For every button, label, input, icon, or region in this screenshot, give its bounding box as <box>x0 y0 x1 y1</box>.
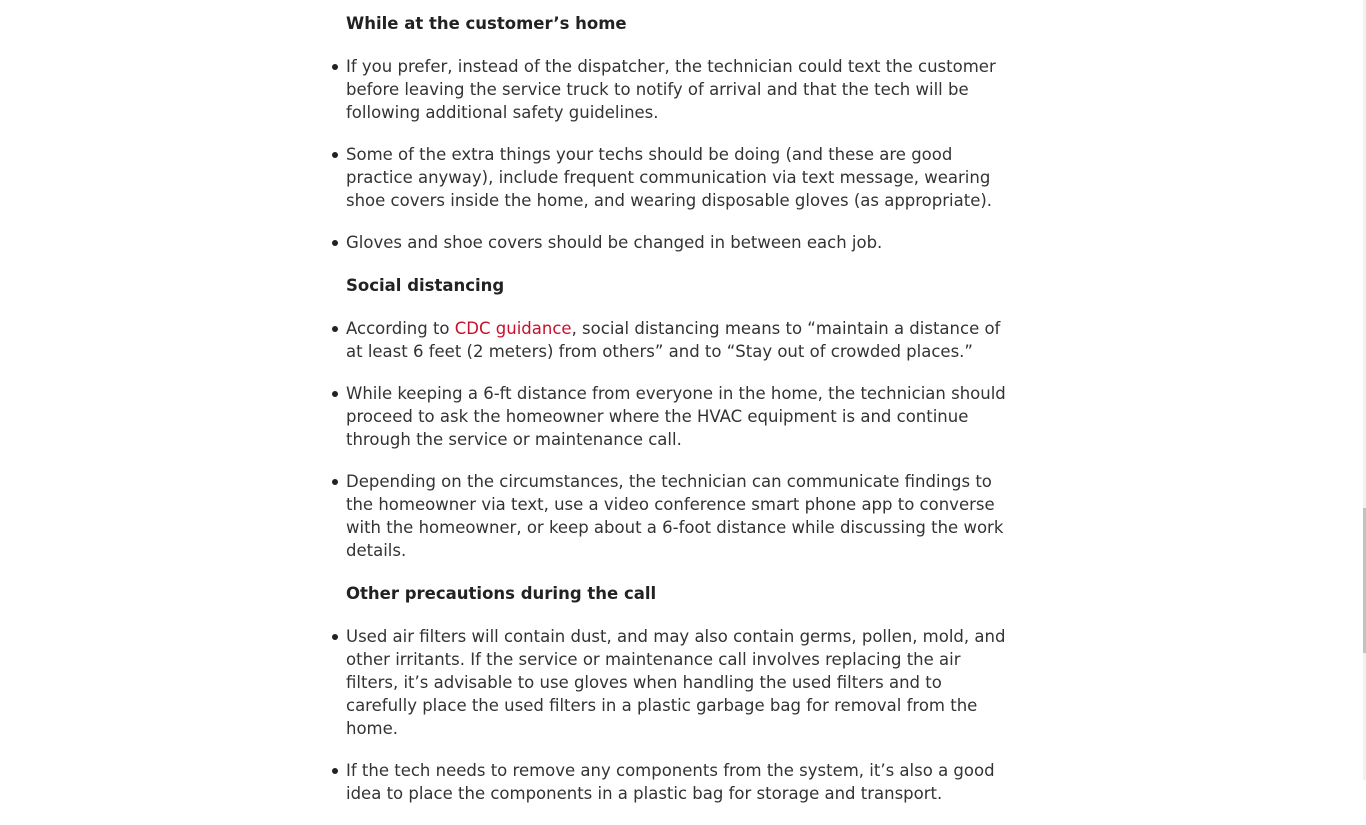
section-heading-other-precautions: Other precautions during the call <box>346 584 657 603</box>
list-item: Depending on the circumstances, the technician can communicate findings to the homeowner via text, use a video conference smart phone app to converse with the homeowner, or keep about a 6-foot distance while discussing the work details. <box>346 470 1016 562</box>
other-precautions-list <box>346 625 1016 805</box>
list-item: While keeping a 6-ft distance from everyone in the home, the technician should proceed to ask the homeowner where the HVAC equipment is and continue through the service or maintenance call. <box>346 382 1016 451</box>
list-item: If the tech needs to remove any components from the system, it’s also a good idea to place the components in a plastic bag for storage and transport. <box>346 759 1016 805</box>
list-item: Gloves and shoe covers should be changed in between each job. <box>346 231 1016 254</box>
social-distancing-list <box>346 317 1016 562</box>
article-content <box>346 12 1016 825</box>
list-item: If you prefer, instead of the dispatcher, the technician could text the customer before leaving the service truck to notify of arrival and that the tech will be following additional safety guidelines. <box>346 55 1016 124</box>
cdc-guidance-link[interactable]: CDC guidance <box>454 319 572 338</box>
list-item-text: According to <box>346 319 455 338</box>
list-item-text: , social distancing means to “maintain a distance of at least 6 feet (2 meters) from others” and to “Stay out of crowded places.” <box>346 319 1001 361</box>
section-heading-social-distancing: Social distancing <box>346 276 505 295</box>
list-item <box>346 317 1016 363</box>
section-heading-customers-home: While at the customer’s home <box>346 14 627 33</box>
list-item: Some of the extra things your techs should be doing (and these are good practice anyway), include frequent communication via text message, wearing shoe covers inside the home, and wearing disposable gloves (as appropriate). <box>346 143 1016 212</box>
list-item: Used air filters will contain dust, and may also contain germs, pollen, mold, and other irritants. If the service or maintenance call involves replacing the air filters, it’s advisable to use gloves when handling the used filters and to carefully place the used filters in a plastic garbage bag for removal from the home. <box>346 625 1016 740</box>
customers-home-list <box>346 55 1016 254</box>
